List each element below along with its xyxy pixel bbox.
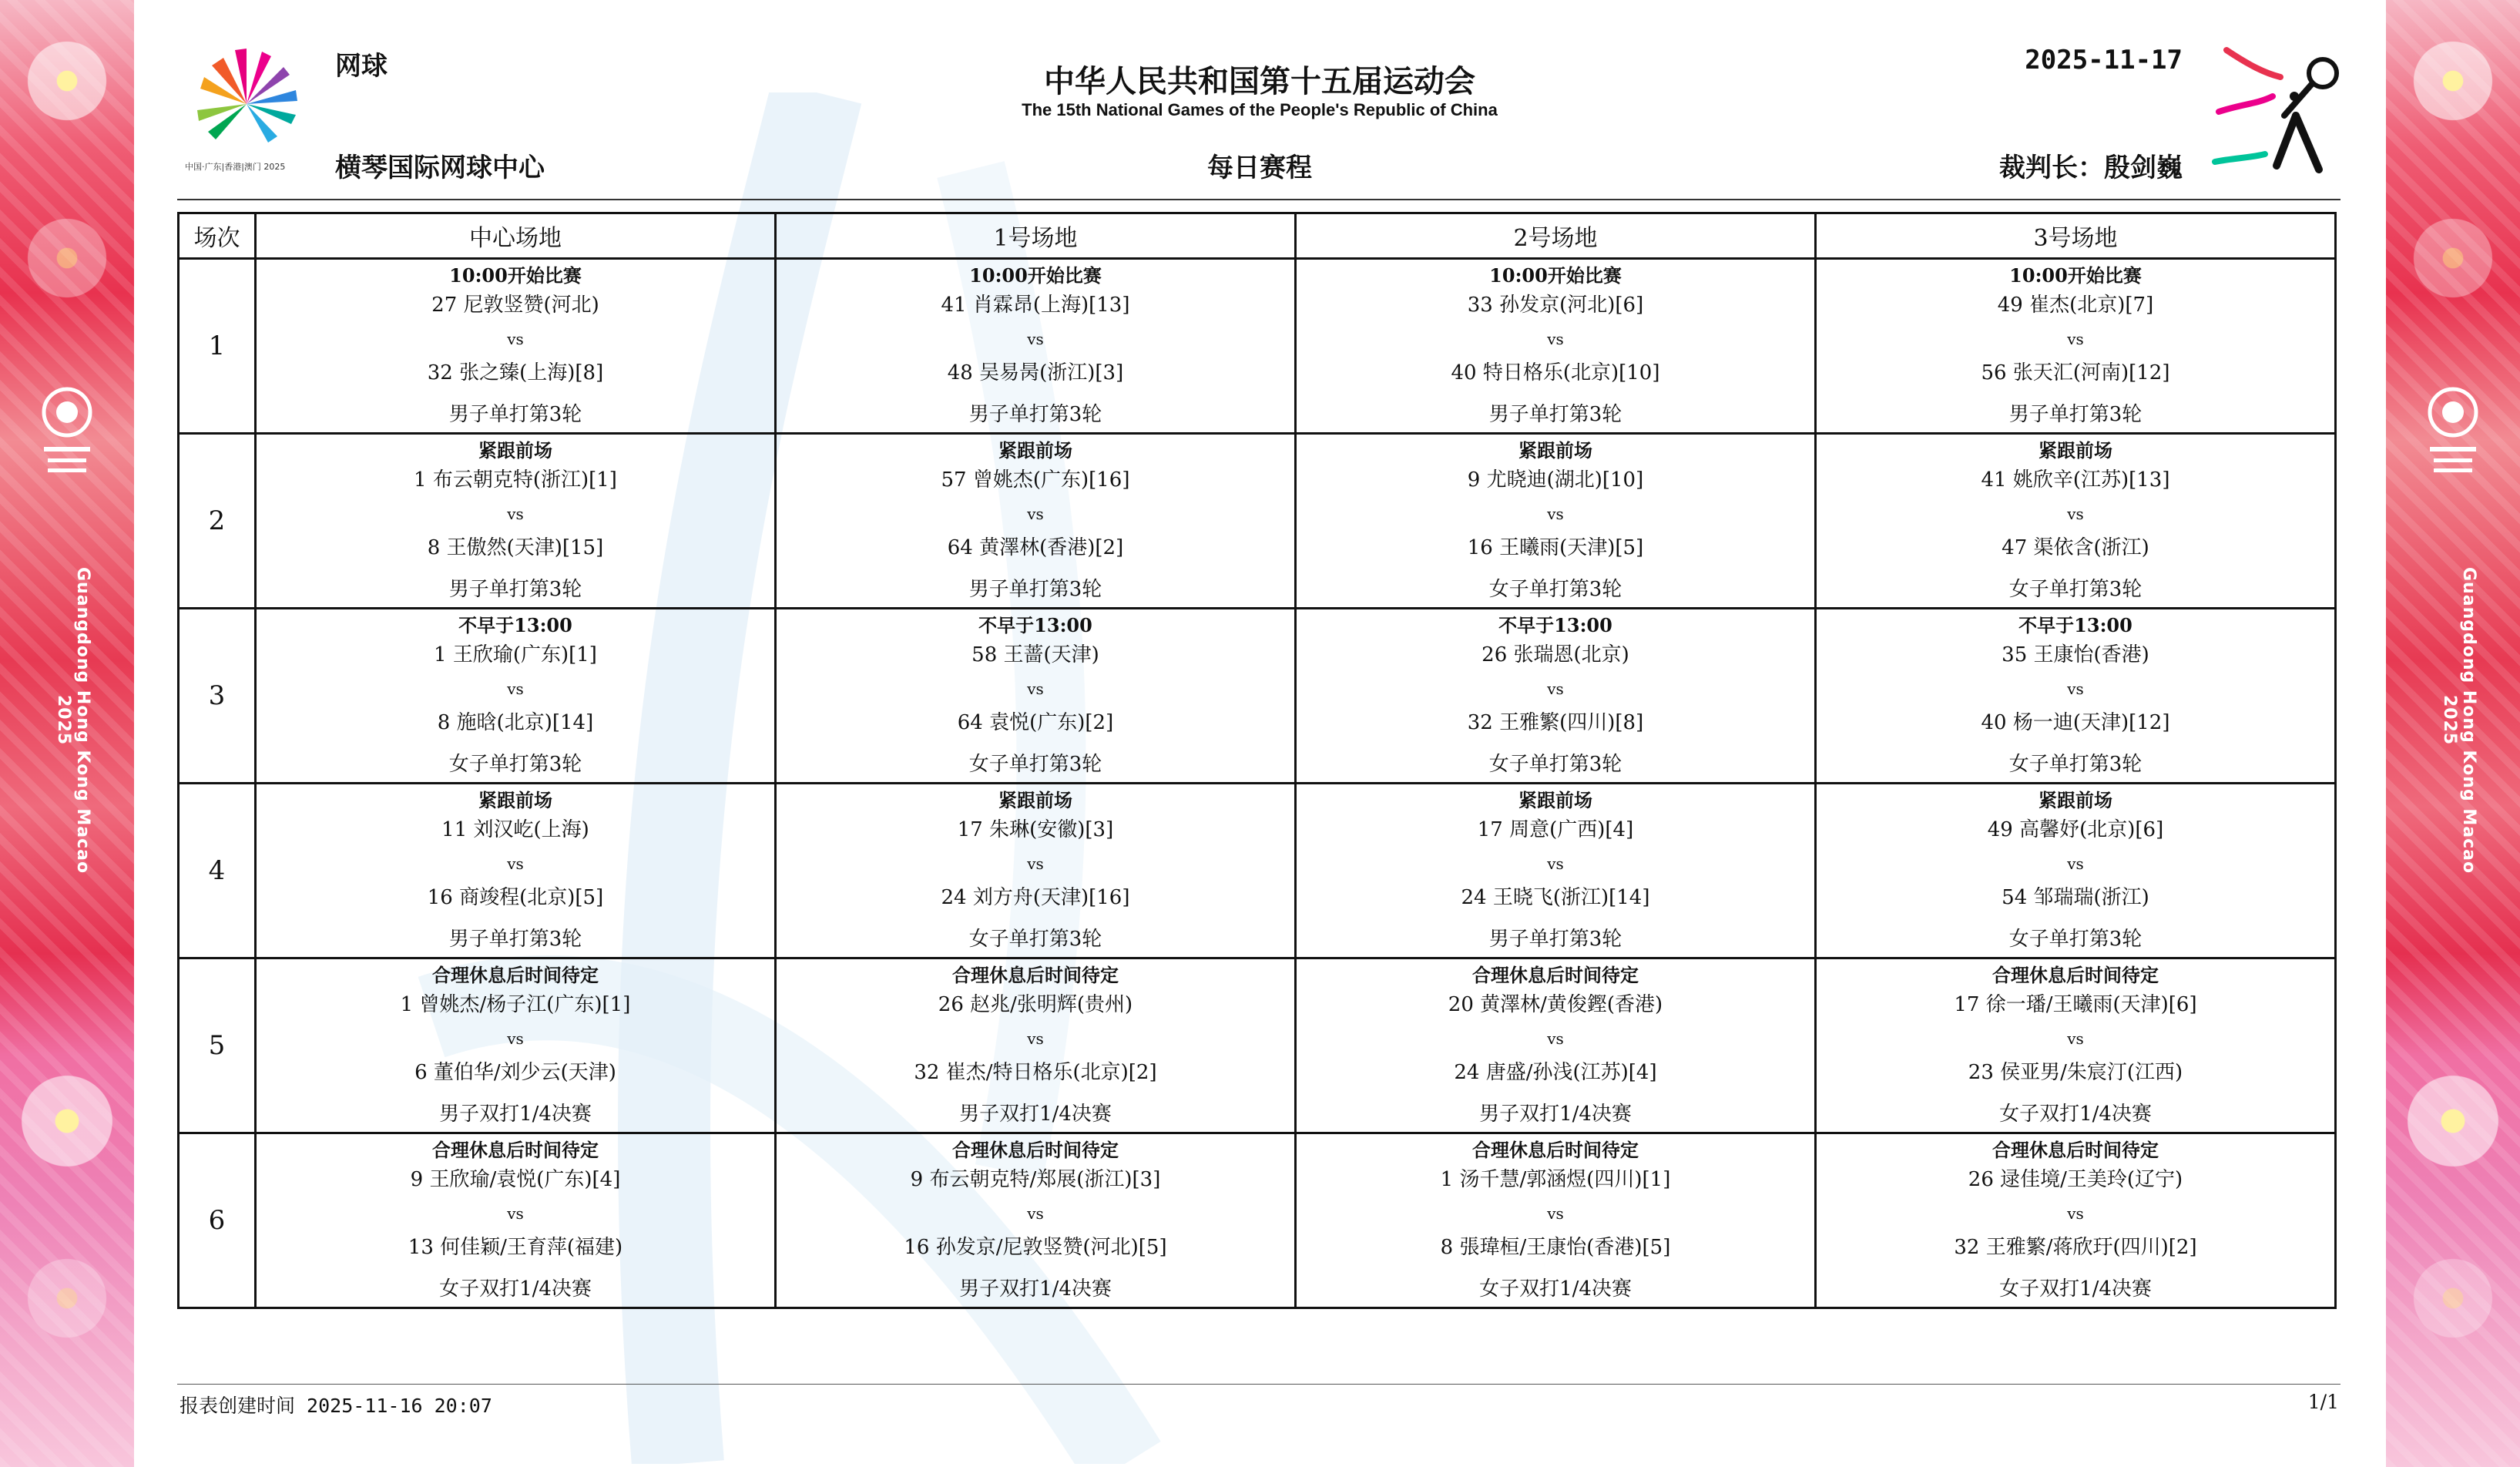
vs-label: vs (1547, 1029, 1564, 1048)
event-round: 男子单打第3轮 (448, 403, 582, 426)
player-one: 1 王欣瑜(广东)[1] (434, 643, 597, 666)
games-emblem-icon (32, 381, 102, 497)
event-round: 男子单打第3轮 (1488, 403, 1622, 426)
match-cell (256, 259, 776, 434)
pattern-flower-icon (2403, 208, 2503, 308)
player-two: 8 施晗(北京)[14] (437, 711, 594, 734)
table-row (179, 784, 2336, 958)
player-two: 13 何佳颖/王育萍(福建) (408, 1236, 623, 1259)
player-two: 47 渠依含(浙江) (2002, 536, 2149, 559)
column-header-court-2: 2号场地 (1296, 213, 1816, 259)
player-one: 11 刘汉屹(上海) (441, 818, 589, 841)
event-round: 男子双打1/4决赛 (959, 1103, 1112, 1126)
player-two: 32 张之臻(上海)[8] (427, 361, 604, 384)
match-cell (256, 1133, 776, 1308)
vs-label: vs (2067, 1204, 2084, 1223)
player-one: 33 孙发京(河北)[6] (1467, 294, 1644, 317)
vs-label: vs (1547, 505, 1564, 523)
player-two: 24 刘方舟(天津)[16] (941, 886, 1130, 909)
vs-label: vs (507, 330, 524, 348)
player-one: 1 曾姚杰/杨子江(广东)[1] (400, 993, 631, 1016)
games-emblem-icon (2418, 381, 2488, 497)
match-cell (776, 259, 1296, 434)
table-row (179, 259, 2336, 434)
event-round: 女子单打第3轮 (1488, 578, 1622, 601)
vs-label: vs (1547, 854, 1564, 873)
vs-label: vs (507, 505, 524, 523)
player-two: 16 孙发京/尼敦竖赞(河北)[5] (904, 1236, 1167, 1259)
pattern-flower-icon (17, 1248, 117, 1348)
match-start-time: 合理休息后时间待定 (1472, 964, 1639, 986)
match-cell (1296, 609, 1816, 784)
vs-label: vs (507, 854, 524, 873)
side-vertical-text: Guangdong Hong Kong Macao 2025 (2440, 566, 2478, 874)
vs-label: vs (2067, 854, 2084, 873)
player-one: 17 朱琳(安徽)[3] (957, 818, 1114, 841)
table-row (179, 609, 2336, 784)
event-round: 女子单打第3轮 (1488, 753, 1622, 776)
vs-label: vs (2067, 330, 2084, 348)
pattern-flower-icon (17, 208, 117, 308)
match-cell (1816, 434, 2336, 609)
match-cell (776, 1133, 1296, 1308)
match-start-time: 10:00开始比赛 (449, 264, 582, 287)
match-order-number: 3 (179, 609, 256, 784)
referee-name: 裁判长：殷剑巍 (1999, 153, 2183, 183)
schedule-subtitle: 每日赛程 (1207, 153, 1312, 183)
match-start-time: 合理休息后时间待定 (432, 1139, 599, 1161)
table-row (179, 1133, 2336, 1308)
match-start-time: 不早于13:00 (1498, 614, 1612, 636)
match-cell (1816, 784, 2336, 958)
page-number: 1/1 (2307, 1391, 2339, 1413)
match-cell (1816, 958, 2336, 1133)
player-two: 16 王曦雨(天津)[5] (1467, 536, 1644, 559)
match-cell (256, 609, 776, 784)
right-decorative-border (2386, 0, 2520, 1467)
match-cell (776, 609, 1296, 784)
column-header-court-3: 3号场地 (1816, 213, 2336, 259)
match-order-number: 5 (179, 958, 256, 1133)
event-round: 男子双打1/4决赛 (439, 1103, 592, 1126)
match-cell (1296, 784, 1816, 958)
report-created-time: 报表创建时间 2025-11-16 20:07 (180, 1395, 492, 1417)
bauhinia-flower-icon (9, 1063, 125, 1179)
match-start-time: 紧跟前场 (998, 439, 1072, 462)
player-two: 56 张天汇(河南)[12] (1981, 361, 2170, 384)
event-round: 女子单打第3轮 (2008, 578, 2143, 601)
event-round: 女子单打第3轮 (2008, 753, 2143, 776)
event-round: 男子单打第3轮 (968, 403, 1102, 426)
match-cell (776, 958, 1296, 1133)
match-start-time: 合理休息后时间待定 (1992, 964, 2159, 986)
side-vertical-text: Guangdong Hong Kong Macao 2025 (54, 566, 92, 874)
player-one: 27 尼敦竖赞(河北) (431, 294, 599, 317)
match-start-time: 不早于13:00 (2018, 614, 2132, 636)
player-two: 40 特日格乐(北京)[10] (1451, 361, 1660, 384)
player-two: 8 王傲然(天津)[15] (427, 536, 604, 559)
event-round: 男子单打第3轮 (448, 578, 582, 601)
match-start-time: 紧跟前场 (2038, 789, 2112, 811)
footer-divider (177, 1384, 2340, 1385)
schedule-table (177, 212, 2337, 1309)
player-one: 17 周意(广西)[4] (1477, 818, 1634, 841)
player-one: 41 肖霖昂(上海)[13] (941, 294, 1130, 317)
vs-label: vs (2067, 680, 2084, 698)
event-round: 女子单打第3轮 (448, 753, 582, 776)
vs-label: vs (1547, 680, 1564, 698)
column-header-order: 场次 (179, 213, 256, 259)
match-start-time: 不早于13:00 (458, 614, 572, 636)
player-one: 26 张瑞恩(北京) (1481, 643, 1629, 666)
bauhinia-flower-icon (2395, 1063, 2511, 1179)
tennis-pictogram-icon (2203, 42, 2342, 181)
match-cell (1816, 609, 2336, 784)
player-two: 32 崔杰/特日格乐(北京)[2] (914, 1061, 1157, 1084)
svg-text:中国·广东|香港|澳门 2025: 中国·广东|香港|澳门 2025 (185, 162, 286, 172)
player-one: 1 布云朝克特(浙江)[1] (414, 468, 617, 492)
event-round: 女子单打第3轮 (968, 928, 1102, 951)
event-round: 男子单打第3轮 (1488, 928, 1622, 951)
player-two: 23 侯亚男/朱宸汀(江西) (1968, 1061, 2183, 1084)
event-round: 男子单打第3轮 (968, 578, 1102, 601)
pattern-flower-icon (2403, 1248, 2503, 1348)
vs-label: vs (1027, 330, 1044, 348)
header-divider (177, 199, 2340, 200)
player-one: 41 姚欣辛(江苏)[13] (1981, 468, 2170, 492)
match-cell (1296, 434, 1816, 609)
player-one: 58 王蔷(天津) (971, 643, 1099, 666)
event-round: 男子双打1/4决赛 (959, 1277, 1112, 1301)
player-one: 9 王欣瑜/袁悦(广东)[4] (410, 1168, 621, 1191)
match-cell (256, 434, 776, 609)
match-cell (1816, 259, 2336, 434)
player-two: 24 唐盛/孙浅(江苏)[4] (1454, 1061, 1657, 1084)
match-cell (256, 784, 776, 958)
match-start-time: 合理休息后时间待定 (952, 1139, 1119, 1161)
match-order-number: 4 (179, 784, 256, 958)
schedule-date: 2025-11-17 (2025, 45, 2183, 76)
player-two: 40 杨一迪(天津)[12] (1981, 711, 2170, 734)
vs-label: vs (1027, 1204, 1044, 1223)
bauhinia-flower-icon (2403, 31, 2503, 131)
match-start-time: 合理休息后时间待定 (432, 964, 599, 986)
player-two: 6 董伯华/刘少云(天津) (414, 1061, 616, 1084)
vs-label: vs (2067, 1029, 2084, 1048)
match-start-time: 不早于13:00 (978, 614, 1092, 636)
vs-label: vs (1027, 680, 1044, 698)
vs-label: vs (507, 1029, 524, 1048)
player-two: 64 黄澤林(香港)[2] (947, 536, 1124, 559)
vs-label: vs (1027, 854, 1044, 873)
match-start-time: 紧跟前场 (2038, 439, 2112, 462)
player-two: 32 王雅繁(四川)[8] (1467, 711, 1644, 734)
vs-label: vs (507, 1204, 524, 1223)
player-two: 8 張瑋桓/王康怡(香港)[5] (1440, 1236, 1671, 1259)
player-two: 24 王晓飞(浙江)[14] (1461, 886, 1650, 909)
vs-label: vs (507, 680, 524, 698)
match-cell (1816, 1133, 2336, 1308)
player-one: 35 王康怡(香港) (2002, 643, 2149, 666)
player-one: 9 布云朝克特/郑展(浙江)[3] (910, 1168, 1161, 1191)
match-start-time: 10:00开始比赛 (969, 264, 1102, 287)
match-order-number: 2 (179, 434, 256, 609)
player-one: 9 尤晓迪(湖北)[10] (1467, 468, 1644, 492)
venue-name: 横琴国际网球中心 (335, 153, 545, 183)
match-start-time: 紧跟前场 (1518, 439, 1592, 462)
event-round: 女子双打1/4决赛 (1999, 1277, 2152, 1301)
match-start-time: 10:00开始比赛 (1489, 264, 1622, 287)
event-round: 女子双打1/4决赛 (439, 1277, 592, 1301)
page-title-english: The 15th National Games of the People's Republic of China (1022, 100, 1498, 119)
table-row (179, 434, 2336, 609)
player-one: 49 崔杰(北京)[7] (1997, 294, 2154, 317)
vs-label: vs (1547, 1204, 1564, 1223)
player-one: 20 黄澤林/黄俊鏗(香港) (1448, 993, 1663, 1016)
match-cell (1296, 958, 1816, 1133)
table-header-row (179, 213, 2336, 259)
match-start-time: 合理休息后时间待定 (952, 964, 1119, 986)
match-start-time: 合理休息后时间待定 (1472, 1139, 1639, 1161)
match-start-time: 紧跟前场 (478, 789, 552, 811)
match-cell (256, 958, 776, 1133)
match-cell (1296, 1133, 1816, 1308)
sport-name: 网球 (335, 51, 388, 82)
match-cell (776, 434, 1296, 609)
match-cell (776, 784, 1296, 958)
player-two: 16 商竣程(北京)[5] (427, 886, 604, 909)
player-two: 64 袁悦(广东)[2] (957, 711, 1114, 734)
event-round: 女子双打1/4决赛 (1479, 1277, 1632, 1301)
event-round: 女子单打第3轮 (968, 753, 1102, 776)
player-one: 1 汤千慧/郭涵煜(四川)[1] (1440, 1168, 1671, 1191)
player-one: 49 高馨妤(北京)[6] (1987, 818, 2164, 841)
column-header-center-court: 中心场地 (256, 213, 776, 259)
match-start-time: 紧跟前场 (478, 439, 552, 462)
event-round: 男子单打第3轮 (2008, 403, 2143, 426)
page-title: 中华人民共和国第十五届运动会 (1044, 64, 1475, 99)
column-header-court-1: 1号场地 (776, 213, 1296, 259)
games-logo (185, 42, 308, 181)
player-two: 32 王雅繁/蒋欣玗(四川)[2] (1954, 1236, 2197, 1259)
player-one: 17 徐一璠/王曦雨(天津)[6] (1954, 993, 2197, 1016)
event-round: 男子单打第3轮 (448, 928, 582, 951)
match-cell (1296, 259, 1816, 434)
vs-label: vs (2067, 505, 2084, 523)
player-one: 26 逯佳境/王美玲(辽宁) (1968, 1168, 2183, 1191)
vs-label: vs (1027, 1029, 1044, 1048)
table-row (179, 958, 2336, 1133)
match-start-time: 紧跟前场 (1518, 789, 1592, 811)
event-round: 女子双打1/4决赛 (1999, 1103, 2152, 1126)
match-order-number: 1 (179, 259, 256, 434)
left-decorative-border (0, 0, 134, 1467)
player-two: 48 吴易昺(浙江)[3] (947, 361, 1124, 384)
vs-label: vs (1547, 330, 1564, 348)
match-start-time: 紧跟前场 (998, 789, 1072, 811)
event-round: 女子单打第3轮 (2008, 928, 2143, 951)
player-one: 26 赵兆/张明辉(贵州) (938, 993, 1133, 1016)
player-two: 54 邹瑞瑞(浙江) (2002, 886, 2149, 909)
vs-label: vs (1027, 505, 1044, 523)
bauhinia-flower-icon (17, 31, 117, 131)
match-start-time: 10:00开始比赛 (2009, 264, 2142, 287)
match-order-number: 6 (179, 1133, 256, 1308)
match-start-time: 合理休息后时间待定 (1992, 1139, 2159, 1161)
player-one: 57 曾姚杰(广东)[16] (941, 468, 1130, 492)
event-round: 男子双打1/4决赛 (1479, 1103, 1632, 1126)
